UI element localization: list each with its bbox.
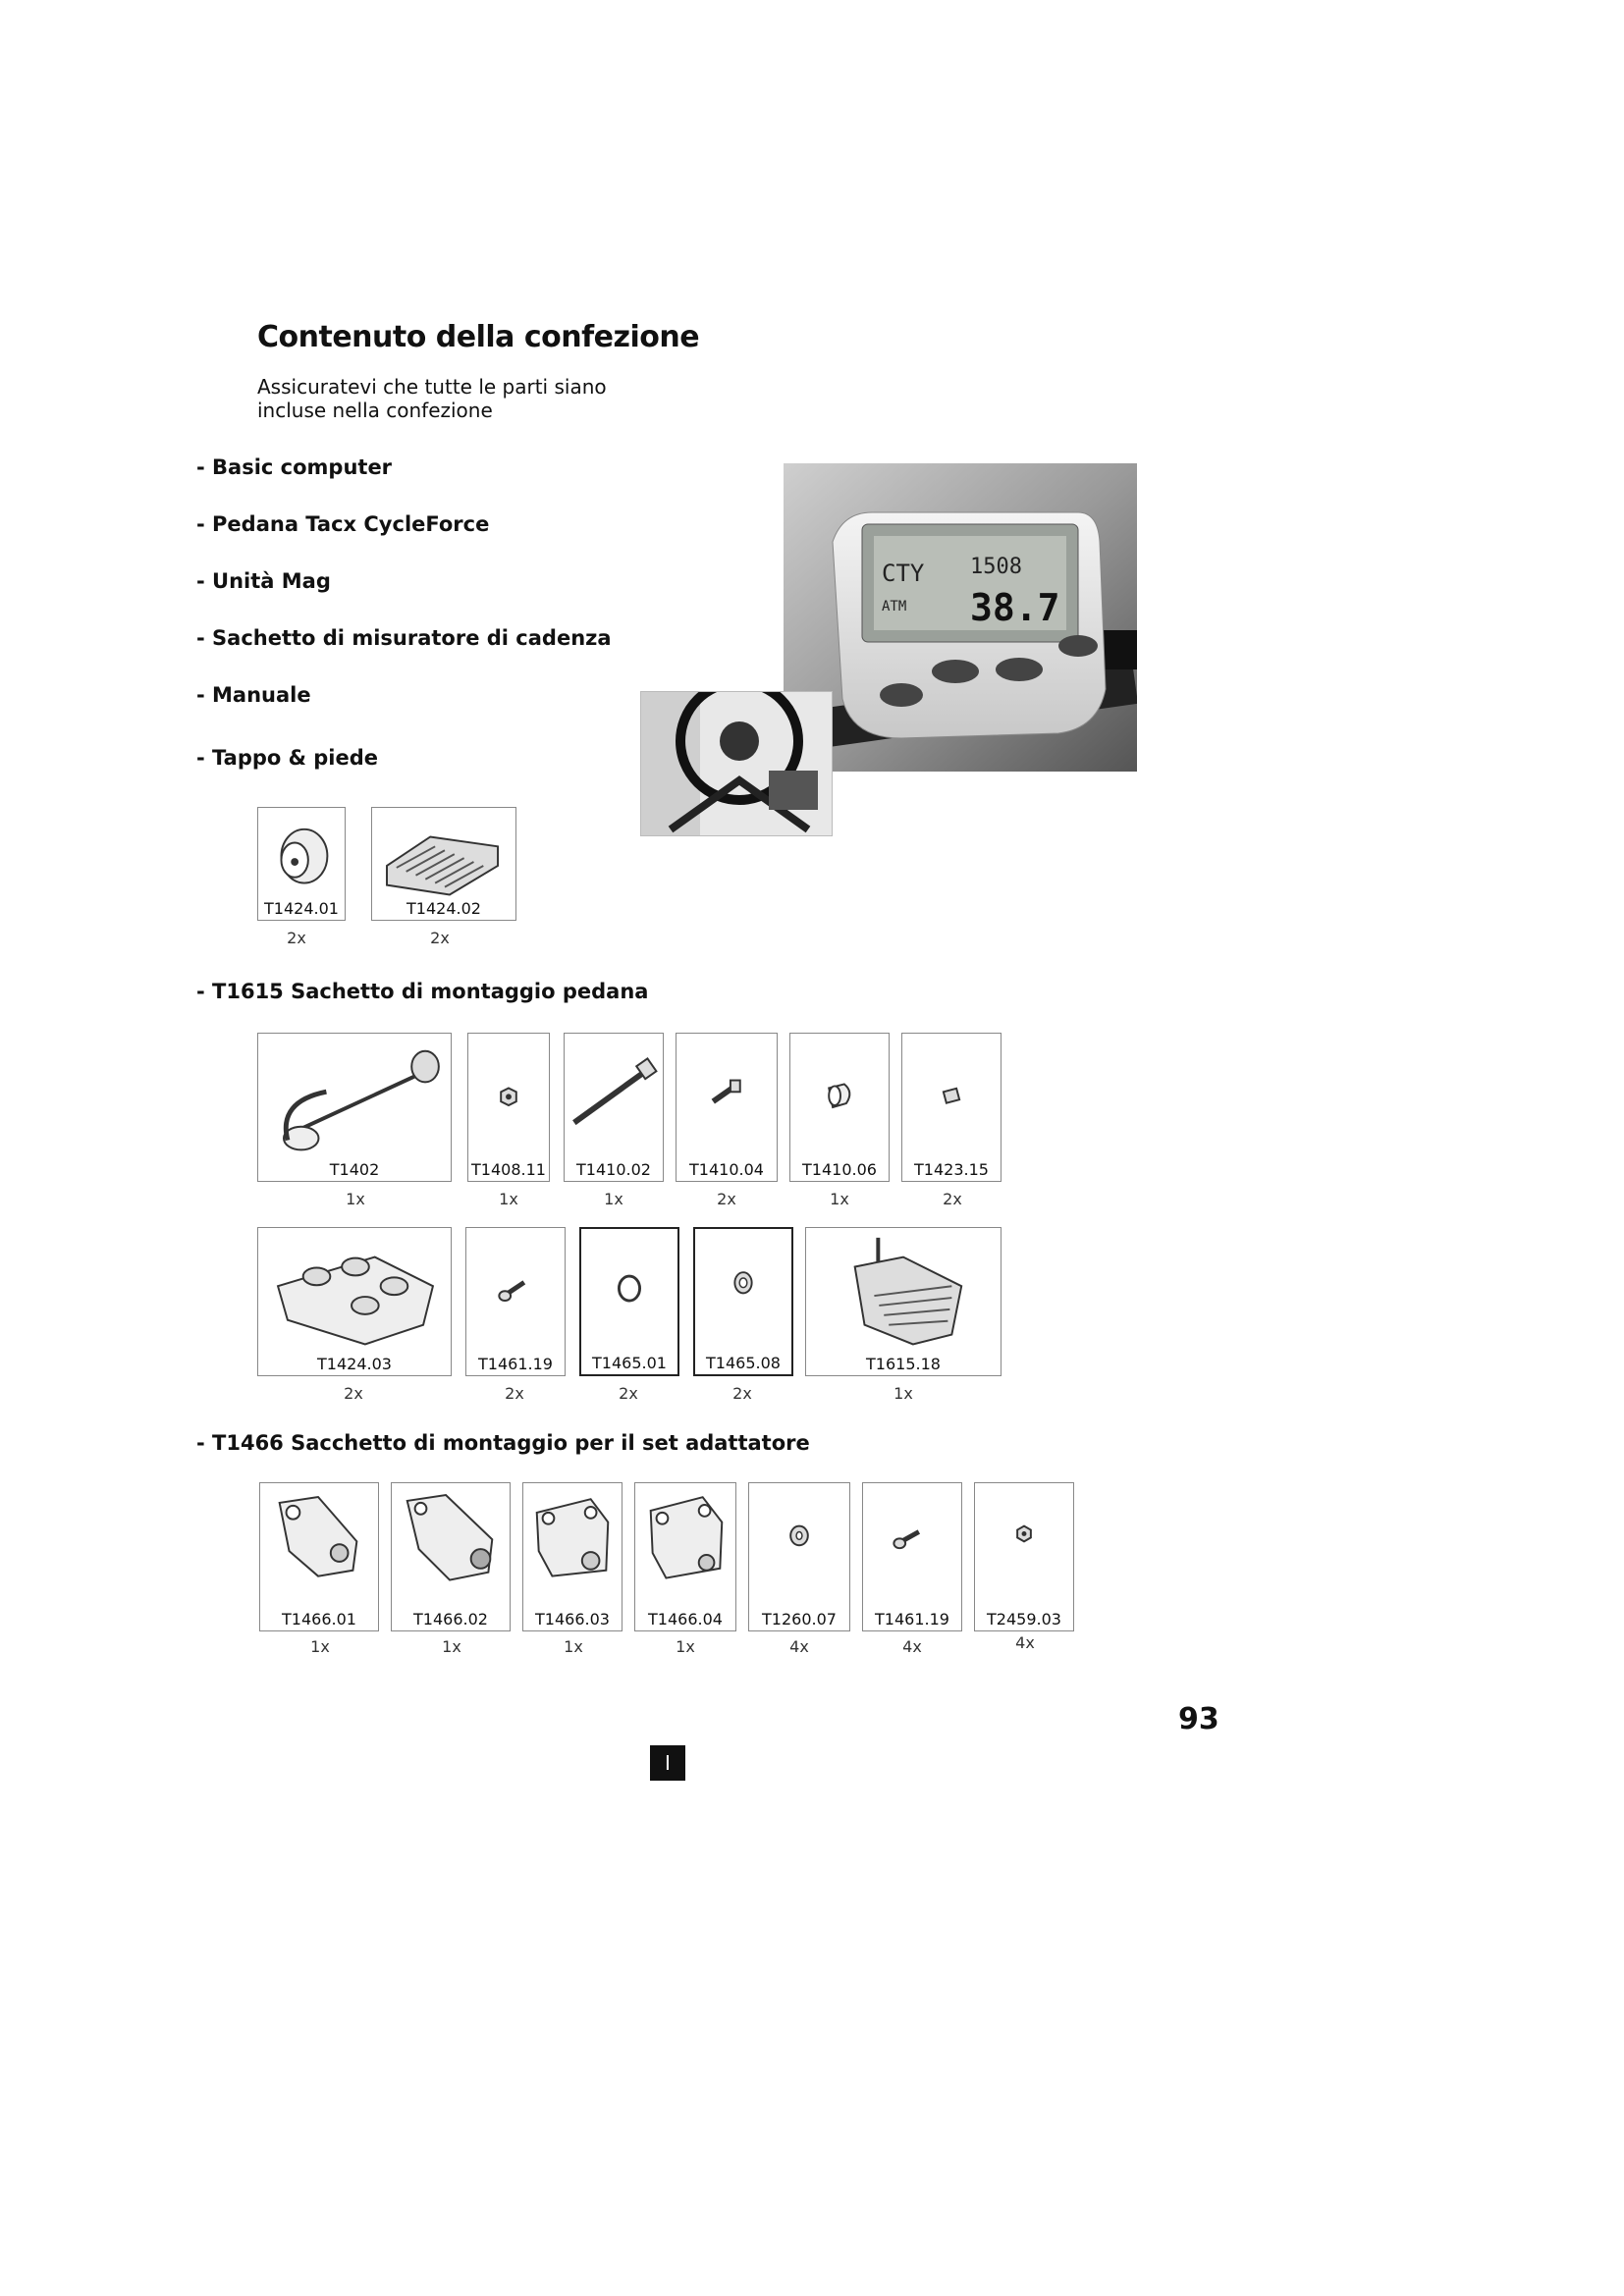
part-box <box>579 1227 679 1376</box>
quick-release-skewer-icon <box>258 1034 451 1181</box>
nut-icon <box>468 1034 549 1181</box>
part-qty: 2x <box>287 929 306 947</box>
adapter-plate-icon <box>635 1483 735 1630</box>
square-nut-icon <box>902 1034 1001 1181</box>
part-code: T1408.11 <box>471 1160 546 1179</box>
part-box <box>371 807 516 921</box>
ring-icon <box>581 1229 677 1374</box>
long-bolt-icon <box>565 1034 663 1181</box>
adapter-plate-icon <box>260 1483 378 1630</box>
part-box <box>748 1482 850 1631</box>
part-qty: 1x <box>310 1637 330 1656</box>
short-bolt-icon <box>677 1034 777 1181</box>
part-code: T1461.19 <box>875 1610 949 1629</box>
cap-icon <box>790 1034 889 1181</box>
computer-photo <box>784 463 1137 772</box>
item-basic-computer: - Basic computer <box>196 455 393 479</box>
part-qty: 4x <box>902 1637 922 1656</box>
part-box <box>789 1033 890 1182</box>
part-code: T1424.02 <box>406 899 481 918</box>
part-code: T1465.01 <box>592 1354 667 1372</box>
washer-icon <box>749 1483 849 1630</box>
part-box <box>257 1033 452 1182</box>
part-code: T1410.06 <box>802 1160 877 1179</box>
part-box <box>564 1033 664 1182</box>
part-qty: 1x <box>830 1190 849 1208</box>
part-qty: 1x <box>893 1384 913 1403</box>
part-box <box>862 1482 962 1631</box>
page-title: Contenuto della confezione <box>257 320 700 354</box>
part-qty: 1x <box>604 1190 623 1208</box>
part-box <box>465 1227 566 1376</box>
part-box <box>391 1482 511 1631</box>
part-qty: 2x <box>717 1190 736 1208</box>
part-box <box>676 1033 778 1182</box>
part-qty: 2x <box>505 1384 524 1403</box>
part-qty: 1x <box>564 1637 583 1656</box>
item-sachetto-cadenza: - Sachetto di misuratore di cadenza <box>196 626 612 650</box>
base-plate-icon <box>258 1228 451 1375</box>
part-box <box>522 1482 623 1631</box>
part-box <box>901 1033 1001 1182</box>
intro-line-1: Assicuratevi che tutte le parti siano <box>257 375 607 399</box>
part-box <box>693 1227 793 1376</box>
part-code: T1465.08 <box>706 1354 781 1372</box>
adapter-plate-icon <box>523 1483 622 1630</box>
display-row2: 38.7 <box>970 586 1060 629</box>
display-left: ATM <box>882 599 907 614</box>
part-box <box>257 1227 452 1376</box>
part-code: T1466.03 <box>535 1610 610 1629</box>
item-pedana: - Pedana Tacx CycleForce <box>196 512 490 536</box>
part-qty: 2x <box>430 929 450 947</box>
part-qty: 4x <box>789 1637 809 1656</box>
item-unita-mag: - Unità Mag <box>196 569 331 593</box>
part-code: T1410.02 <box>576 1160 651 1179</box>
part-qty: 1x <box>346 1190 365 1208</box>
part-qty: 2x <box>344 1384 363 1403</box>
part-code: T1260.07 <box>762 1610 837 1629</box>
part-qty: 2x <box>943 1190 962 1208</box>
part-box <box>974 1482 1074 1631</box>
part-qty: 1x <box>676 1637 695 1656</box>
intro-line-2: incluse nella confezione <box>257 399 493 422</box>
part-code: T1410.04 <box>689 1160 764 1179</box>
clamp-foot-icon <box>806 1228 1001 1375</box>
part-qty: 1x <box>499 1190 518 1208</box>
part-code: T1615.18 <box>866 1355 941 1373</box>
screw-icon <box>466 1228 565 1375</box>
screw-icon <box>863 1483 961 1630</box>
item-tappo-piede: - Tappo & piede <box>196 746 378 770</box>
page-number: 93 <box>1178 1702 1219 1736</box>
part-box <box>634 1482 736 1631</box>
part-code: T1424.03 <box>317 1355 392 1373</box>
display-row1: CTY <box>882 560 925 587</box>
washer-icon <box>695 1229 791 1374</box>
part-qty: 2x <box>732 1384 752 1403</box>
part-box <box>257 807 346 921</box>
part-code: T1402 <box>329 1160 380 1179</box>
item-manuale: - Manuale <box>196 683 311 707</box>
part-box <box>467 1033 550 1182</box>
nut-icon <box>975 1483 1073 1630</box>
part-code: T1423.15 <box>914 1160 989 1179</box>
trainer-photo <box>640 691 833 836</box>
part-code: T2459.03 <box>987 1610 1061 1629</box>
part-box <box>805 1227 1001 1376</box>
part-box <box>259 1482 379 1631</box>
part-code: T1466.02 <box>413 1610 488 1629</box>
intro-text <box>257 375 630 422</box>
part-code: T1424.01 <box>264 899 339 918</box>
adapter-plate-icon <box>392 1483 510 1630</box>
section-t1466: - T1466 Sacchetto di montaggio per il set adattatore <box>196 1431 810 1455</box>
part-qty: 2x <box>619 1384 638 1403</box>
part-code: T1466.04 <box>648 1610 723 1629</box>
part-qty: 4x <box>1015 1633 1035 1652</box>
language-tab: I <box>650 1745 685 1781</box>
part-code: T1461.19 <box>478 1355 553 1373</box>
svg-text:1508: 1508 <box>970 555 1022 579</box>
part-qty: 1x <box>442 1637 461 1656</box>
part-code: T1466.01 <box>282 1610 356 1629</box>
section-t1615: - T1615 Sachetto di montaggio pedana <box>196 980 649 1003</box>
